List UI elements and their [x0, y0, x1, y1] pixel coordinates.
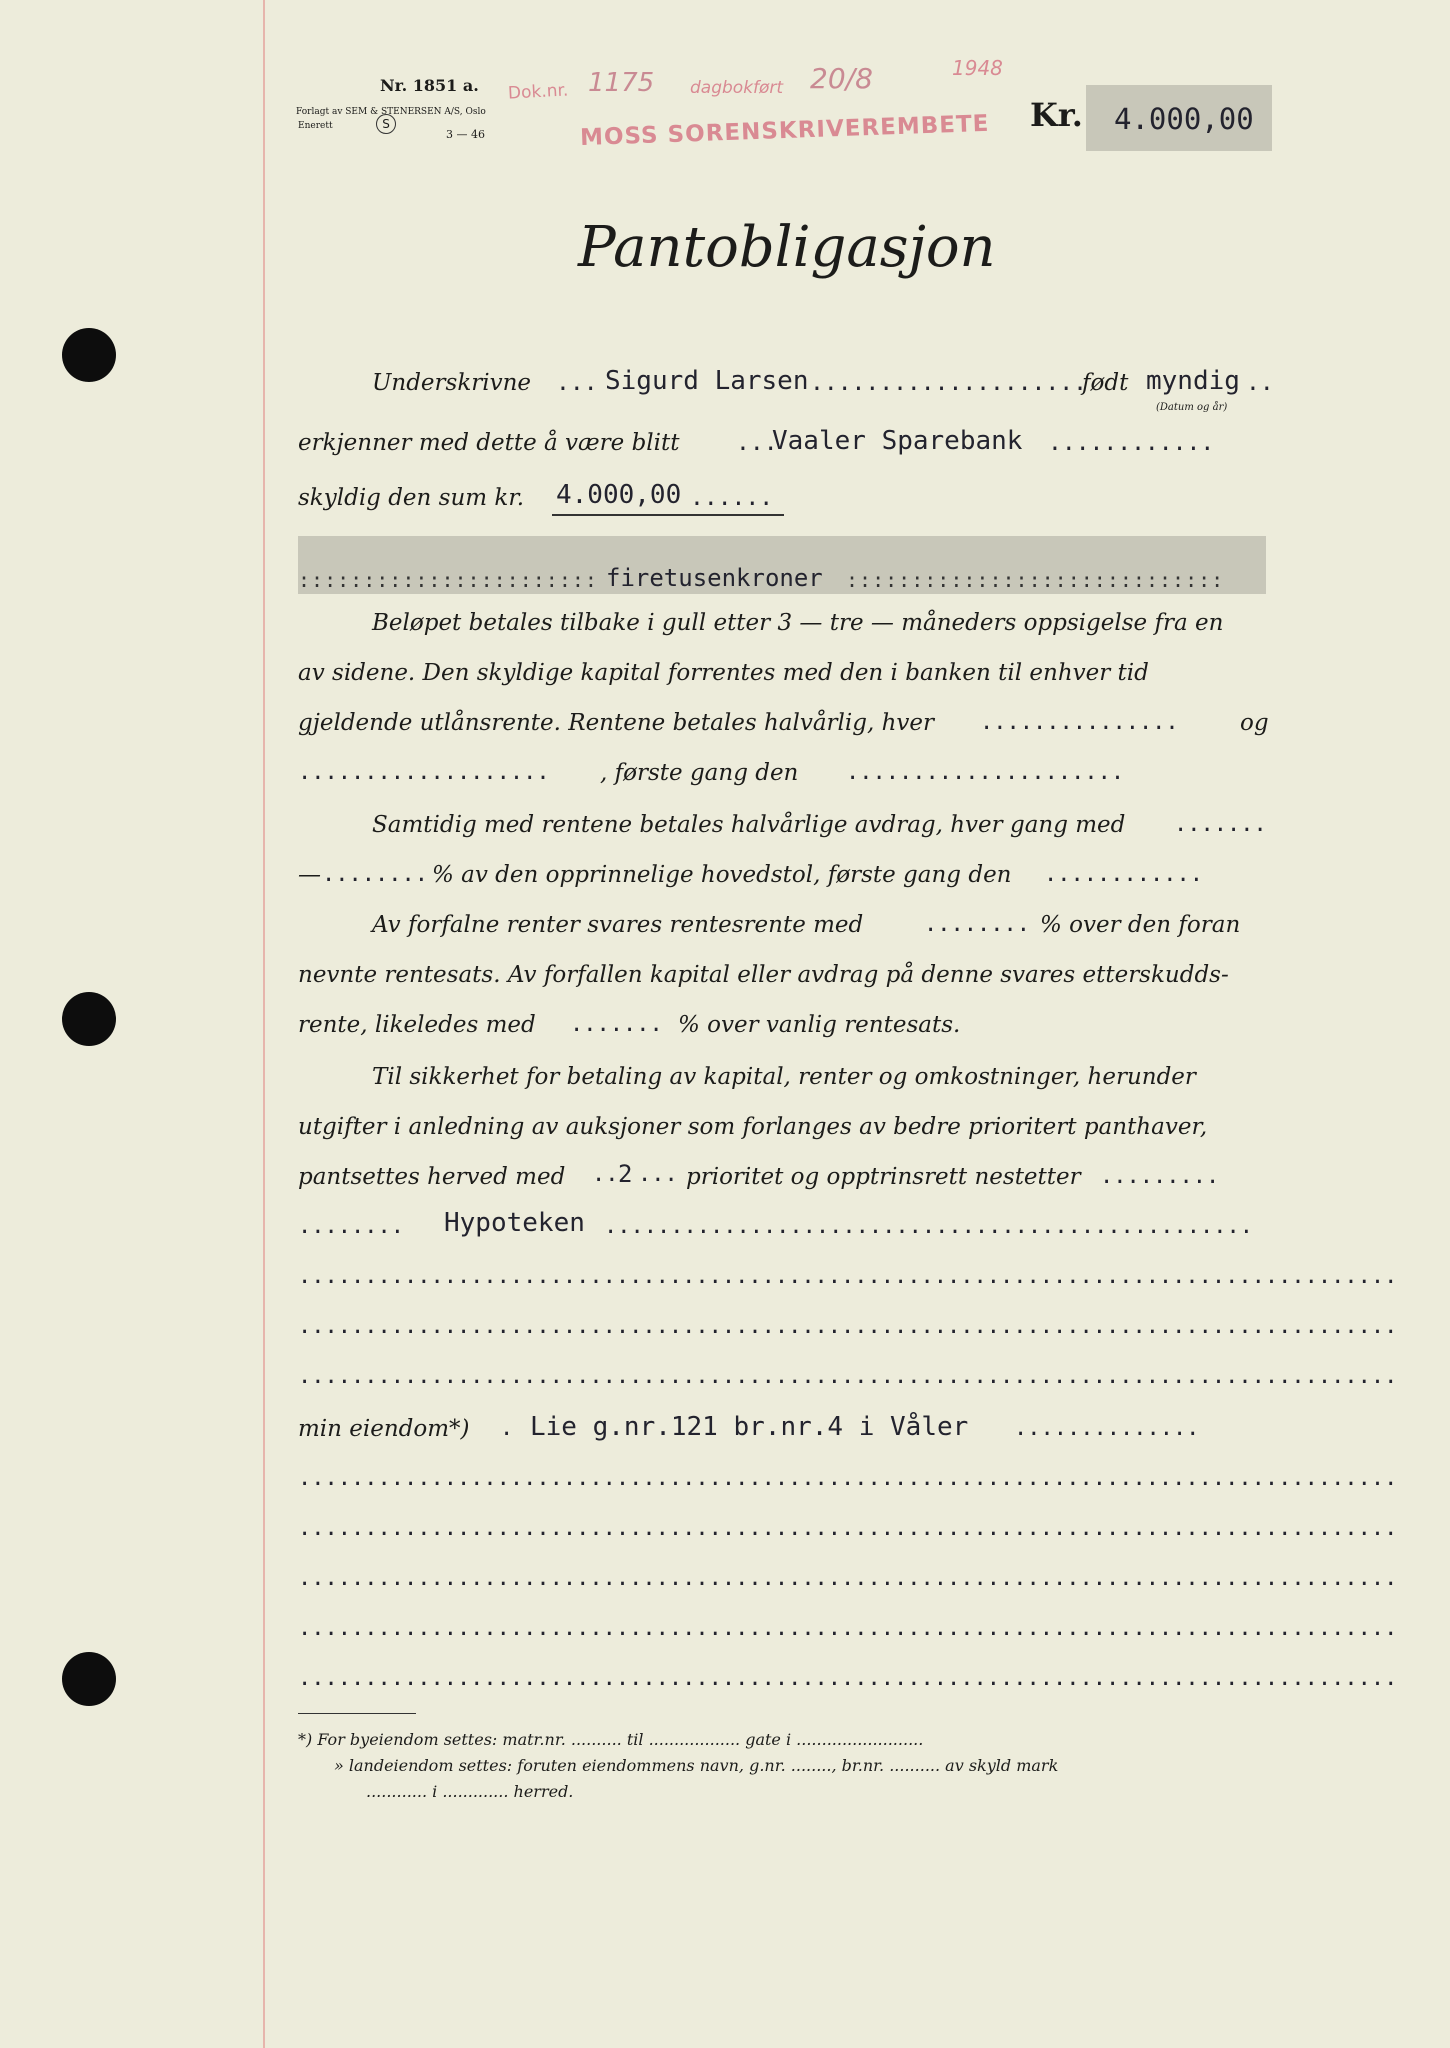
- edition-code: 3 — 46: [446, 128, 485, 141]
- value-priority: 2: [618, 1160, 633, 1188]
- label-erkjenner: erkjenner med dette å være blitt: [298, 430, 680, 456]
- kr-amount: 4.000,00: [1114, 102, 1254, 136]
- p1-og: og: [1240, 710, 1269, 736]
- dots: ............: [1048, 430, 1215, 456]
- dots: .....................: [846, 760, 1125, 785]
- dots: ...................: [298, 760, 550, 785]
- dots: ...: [638, 1162, 678, 1187]
- value-creditor: Vaaler Sparebank: [772, 426, 1023, 456]
- dots: ....................: [810, 370, 1087, 396]
- label-underskrivne: Underskrivne: [372, 370, 532, 396]
- stamp-dok: Dok.nr.: [507, 80, 569, 104]
- p2-line1: Samtidig med rentene betales halvårlige avdrag, hver gang med: [372, 812, 1126, 838]
- dots: ...................................................................................: [298, 1314, 1398, 1339]
- footnote-line3: ............ i ............. herred.: [366, 1782, 574, 1801]
- dots: ...................................................................................: [298, 1364, 1398, 1389]
- dots: .........: [1100, 1164, 1220, 1189]
- value-prior-lien: Hypoteken: [444, 1208, 585, 1238]
- p2-dash: —: [298, 862, 321, 888]
- dots: ...................................................................................: [298, 1466, 1398, 1491]
- stamp-year: 1948: [952, 56, 1003, 80]
- dots: ......: [690, 485, 774, 511]
- publisher-logo: S: [376, 114, 396, 134]
- dots: ...................................................................................: [298, 1666, 1398, 1691]
- dots: ...: [736, 430, 778, 456]
- p3-line3-end: % over vanlig rentesats.: [678, 1012, 961, 1038]
- p4-line3-end: prioritet og opptrinsrett nestetter: [686, 1164, 1081, 1190]
- p3-line3: rente, likeledes med: [298, 1012, 536, 1038]
- label-min-eiendom: min eiendom*): [298, 1416, 470, 1442]
- dots: ...................................................................................: [298, 1616, 1398, 1641]
- document-title: Pantobligasjon: [578, 215, 996, 280]
- p1-line3: gjeldende utlånsrente. Rentene betales halvårlig, hver: [298, 710, 935, 736]
- dots: ...................................................................................: [298, 1264, 1398, 1289]
- dots: .......: [1174, 812, 1267, 837]
- dots: ........: [322, 862, 428, 887]
- p1-line1: Beløpet betales tilbake i gull etter 3 — tre — måneders oppsigelse fra en: [372, 610, 1224, 636]
- handwritten-date: 20/8: [810, 62, 873, 95]
- publisher-line: Forlagt av SEM & STENERSEN A/S, Oslo: [296, 107, 486, 117]
- stamp-office: MOSS SORENSKRIVEREMBETE: [579, 110, 990, 152]
- dots: ........: [298, 1214, 404, 1239]
- dots: .......: [570, 1012, 663, 1037]
- label-skyldig: skyldig den sum kr.: [298, 485, 525, 511]
- punch-hole-bottom: [62, 1652, 116, 1706]
- band-fill-right: :::::::::::::::::::::::::::::: [846, 568, 1225, 592]
- footnote-line2: » landeiendom settes: foruten eiendommens navn, g.nr. ........, br.nr. .......... av skyld mark: [334, 1756, 1059, 1775]
- p1-line4: , første gang den: [600, 760, 799, 786]
- band-fill-left: :::::::::::::::::::::::: [298, 568, 598, 592]
- value-sum: 4.000,00: [556, 480, 682, 510]
- dots: ...................................................................................: [298, 1566, 1398, 1591]
- kr-label: Kr.: [1030, 96, 1083, 134]
- punch-hole-top: [62, 328, 116, 382]
- dots: .: [500, 1416, 514, 1441]
- dots: ...............: [980, 710, 1179, 735]
- label-fodt: født: [1082, 370, 1129, 396]
- dots: ............: [1044, 862, 1203, 887]
- stamp-dagbokfort: dagbokført: [690, 78, 784, 98]
- dots: ..: [592, 1162, 619, 1187]
- p4-line2: utgifter i anledning av auksjoner som forlanges av bedre prioritert panthaver,: [298, 1114, 1208, 1140]
- form-number: Nr. 1851 a.: [380, 76, 479, 95]
- handwritten-doknr: 1175: [588, 68, 655, 98]
- value-fodt: myndig: [1146, 366, 1240, 396]
- publisher-enerett: Enerett: [298, 121, 333, 131]
- p1-line2: av sidene. Den skyldige kapital forrentes med den i banken til enhver tid: [298, 660, 1149, 686]
- footnote-rule: [298, 1713, 416, 1714]
- p3-line2: nevnte rentesats. Av forfallen kapital eller avdrag på denne svares etterskudds-: [298, 962, 1229, 988]
- p3-line1-end: % over den foran: [1040, 912, 1241, 938]
- dots: ..............: [1014, 1416, 1200, 1441]
- margin-rule: [263, 0, 265, 2048]
- note-datum: (Datum og år): [1156, 402, 1228, 413]
- sum-underline: [552, 514, 784, 516]
- dots: ........: [924, 912, 1030, 937]
- value-signer-name: Sigurd Larsen: [605, 366, 809, 396]
- p3-line1: Av forfalne renter svares rentesrente med: [372, 912, 864, 938]
- p2-line2: % av den opprinnelige hovedstol, første gang den: [432, 862, 1012, 888]
- footnote-line1: *) For byeiendom settes: matr.nr. .......... til .................. gate i .........................: [298, 1730, 924, 1749]
- value-amount-words: firetusenkroner: [606, 564, 823, 592]
- dots: ..: [1246, 370, 1274, 396]
- punch-hole-middle: [62, 992, 116, 1046]
- value-property: Lie g.nr.121 br.nr.4 i Våler: [530, 1412, 969, 1442]
- p4-line3: pantsettes herved med: [298, 1164, 566, 1190]
- p4-line1: Til sikkerhet for betaling av kapital, renter og omkostninger, herunder: [372, 1064, 1196, 1090]
- dots: ...................................................................................: [298, 1516, 1398, 1541]
- dots: ...: [556, 370, 598, 396]
- dots: .................................................: [604, 1214, 1254, 1239]
